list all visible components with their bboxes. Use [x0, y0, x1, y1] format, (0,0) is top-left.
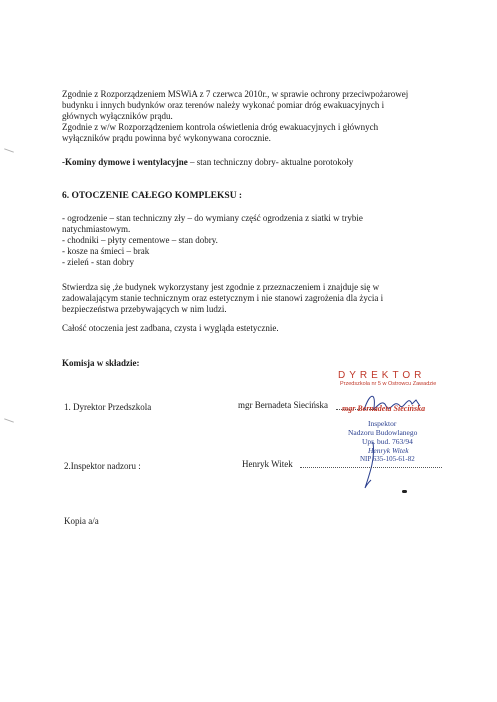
summary-line: zadowalającym stanie technicznym oraz estetycznym i nie stanowi zagrożenia dla życia i: [62, 293, 384, 303]
kominy-text: – stan techniczny dobry- aktualne porotokoły: [187, 157, 354, 167]
stamp-inspektor-line: Upr. bud. 763/94: [362, 437, 413, 446]
stamp-inspektor-line: NIP 635-105-61-82: [360, 455, 415, 463]
member2-name: Henryk Witek: [242, 459, 293, 469]
member2-role: 2.Inspektor nadzoru :: [64, 461, 141, 471]
binder-mark: [4, 148, 14, 152]
stamp-inspektor-line: Inspektor: [368, 419, 397, 428]
paragraph-line: głównych wyłączników prądu.: [62, 111, 173, 121]
kominy-line: [62, 157, 353, 168]
signature-line: [300, 467, 442, 468]
member1-role: 1. Dyrektor Przedszkola: [64, 402, 152, 412]
binder-mark: [4, 418, 14, 422]
kopia-note: Kopia a/a: [64, 516, 99, 526]
komisja-heading: Komisja w składzie:: [62, 358, 140, 368]
list-item: - chodniki – płyty cementowe – stan dobry.: [62, 235, 218, 245]
stamp-inspektor-line: Nadzoru Budowlanego: [348, 428, 418, 437]
list-item: natychmiastowym.: [62, 224, 131, 234]
closing-sentence: Całość otoczenia jest zadbana, czysta i wygląda estetycznie.: [62, 323, 279, 333]
paragraph-line: Zgodnie z Rozporządzeniem MSWiA z 7 czerwca 2010r., w sprawie ochrony przeciwpożarowej: [62, 89, 409, 99]
paragraph-line: Zgodnie z w/w Rozporządzeniem kontrola oświetlenia dróg ewakuacyjnych i głównych: [62, 122, 379, 132]
summary-line: bezpieczeństwa przebywających w nim ludzi.: [62, 304, 227, 314]
list-item: - kosze na śmieci – brak: [62, 246, 150, 256]
list-item: - ogrodzenie – stan techniczny zły – do wymiany część ogrodzenia z siatki w trybie: [62, 213, 363, 223]
stamp-dyrektor-title: DYREKTOR: [338, 370, 426, 381]
kominy-label: -Kominy dymowe i wentylacyjne: [62, 157, 188, 167]
paragraph-line: wyłączników prądu powinna być wykonywana corocznie.: [62, 133, 271, 143]
stamp-inspektor-line: Henryk Witek: [368, 446, 409, 455]
paragraph-line: budynku i innych budynków oraz terenów należy wykonać pomiar dróg ewakuacyjnych i: [62, 100, 385, 110]
ink-mark: [402, 490, 407, 493]
list-item: - zieleń - stan dobry: [62, 257, 134, 267]
stamp-dyrektor-subtitle: Przedszkola nr 5 w Ostrowcu Zawadzie: [340, 381, 437, 387]
member1-name: mgr Bernadeta Siecińska: [238, 400, 328, 410]
stamp-dyrektor-name: mgr Bernadeta Siecińska: [342, 404, 426, 413]
section-heading: 6. OTOCZENIE CAŁEGO KOMPLEKSU :: [62, 191, 243, 201]
summary-line: Stwierdza się ,że budynek wykorzystany jest zgodnie z przeznaczeniem i znajduje się w: [62, 282, 380, 292]
